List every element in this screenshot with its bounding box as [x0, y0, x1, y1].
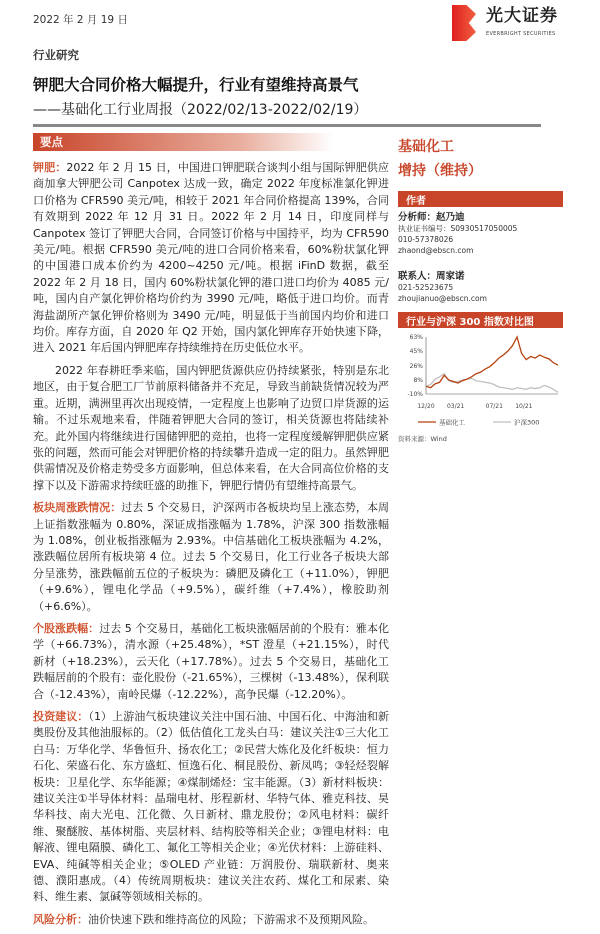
section-label: 个股涨跌幅：	[33, 621, 100, 635]
sidebar	[398, 135, 563, 443]
report-title: 钾肥大合同价格大幅提升，行业有望维持高景气	[33, 76, 359, 94]
section-label: 风险分析：	[33, 912, 88, 926]
y-tick-label: -10%	[407, 391, 423, 398]
key-points-banner: 要点	[33, 133, 333, 151]
contact-phone: 021-52523675	[398, 283, 454, 292]
risk-paragraph	[33, 912, 389, 928]
chart-title: 行业与沪深 300 指数对比图	[398, 312, 563, 328]
outlook-paragraph: 2022 年春耕旺季来临，国内钾肥货源供应仍持续紧张，特别是东北地区，由于复合肥工厂节前原料储备并不充足，导致当前缺货情况较为严重。近期，满洲里再次出现疫情，一定程度上也影响了边贸口岸货源的运输。不过乐观地来看，伴随着钾肥大合同的签订，相关货源也将陆续补充。此外国内将继续进行国储钾肥的竞拍，也将一定程度缓解钾肥供应紧张的问题，然而可能会对钾肥价格的持续攀升造成一定的阻力。虽然钾肥供需情况及价格走势受多方面影响，但总体来看，在大合同高位价格的支撑下以及下游需求持续旺盛的助推下，钾肥行情仍有望维持高景气。	[33, 363, 389, 492]
y-tick-label: 26%	[409, 362, 423, 370]
paragraph-text: （1）上游油气板块建议关注中国石油、中国石化、中海油和新奥股份及其他油服标的。（2）低估值化工龙头白马：建议关注①三大化工白马：万华化学、华鲁恒升、扬农化工；②民营大炼化及化纤板块：恒力石化、荣盛石化、东方盛虹、恒逸石化、桐昆股份、新凤鸣；③轻烃裂解板块：卫星化学、东华能源；④煤制烯烃：宝丰能源。（3）新材料板块：建议关注①半导体材料：晶瑞电材、彤程新材、华特气体、雅克科技、昊华科技、南大光电、江化微、久日新材、鼎龙股份；②风电材料：碳纤维、聚醚胺、基体树脂、夹层材料、结构胶等相关企业；③锂电材料：电解液、锂电隔膜、磷化工、氟化工等相关企业；④光伏材料：上游硅料、EVA、纯碱等相关企业；⑤OLED 产业链：万润股份、瑞联新材、奥来德、濮阳惠成。（4）传统周期板块：建议关注农药、煤化工和尿素、染料、维生素、氯碱等领域相关标的。	[33, 710, 389, 904]
analyst-phone: 010-57378026	[398, 235, 454, 244]
x-tick-label: 07/21	[485, 403, 503, 410]
main-content	[33, 160, 389, 934]
potash-paragraph	[33, 160, 389, 357]
paragraph-text: 过去 5 个交易日，基础化工板块涨幅居前的个股有：雅本化学（+66.73%），清水源（+25.48%），*ST 澄星（+21.15%），时代新材（+18.23%），云天化（+17.78%）。过去 5 个交易日，基础化工跌幅居前的个股有：壶化股份（-21.65%），三棵树（-13.48%），保利联合（-12.43%），南岭民爆（-12.22%），高争民爆（-12.20%）。	[33, 621, 389, 701]
paragraph-text: 2022 年 2 月 15 日，中国进口钾肥联合谈判小组与国际钾肥供应商加拿大钾肥公司 Canpotex 达成一致，确定 2022 年度标准氯化钾进口价格为 CFR590 美元/吨，相较于 2021 年合同价格提高 139%，合同有效期到 2022 年 12 月 31 日。2022 年 2 月 14 日，印度同样与 Canpotex 签订了钾肥大合同，合同签订价格与中国持平，均为 CFR590 美元/吨。根据 CFR590 美元/吨的进口合同价格来看，60%粉状氯化钾的中国港口成本价约为 4200~4250 元/吨。根据 iFinD 数据，截至 2022 年 2 月 18 日，国内 60%粉状氯化钾的港口进口均价为 4085 元/吨，国内自产氯化钾价格均价约为 3990 元/吨，略低于进口均价。而青海盐湖所产氯化钾价格则为 3490 元/吨，明显低于当前国内均价和进口均价。库存方面，自 2020 年 Q2 开始，国内氯化钾库存开始快速下降，进入 2021 年后国内钾肥库存持续维持在历史低位水平。	[33, 161, 389, 355]
paragraph-text: 油价快速下跌和维持高位的风险；下游需求不及预期风险。	[88, 912, 374, 926]
series-line-基础化工	[426, 337, 558, 388]
chart-source: 资料来源：Wind	[398, 435, 447, 443]
comparison-chart	[398, 332, 563, 432]
divider	[33, 124, 541, 127]
report-category: 行业研究	[33, 48, 79, 62]
x-tick-label: 12/20	[417, 403, 435, 410]
section-label: 投资建议：	[33, 710, 89, 723]
everbright-logo	[452, 3, 570, 43]
logo-text: 光大证券	[486, 6, 558, 26]
rating: 增持（维持）	[398, 163, 482, 179]
authors-header: 作者	[398, 191, 563, 207]
paragraph-text: 过去 5 个交易日，沪深两市各板块均呈上涨态势，本周上证指数涨幅为 0.80%，深证成指涨幅为 1.78%，沪深 300 指数涨幅为 1.08%，创业板指涨幅为 2.93%。中信基础化工板块涨幅为 4.2%，涨跌幅位居所有板块第 4 位。过去 5 个交易日，化工行业各子板块大部分呈涨势，涨跌幅前五位的子板块为：磷肥及磷化工（+11.0%），钾肥（+9.6%），锂电化学品（+9.5%），碳纤维（+7.4%），橡胶助剂（+6.6%）。	[33, 501, 389, 613]
y-tick-label: 8%	[413, 376, 423, 384]
contact-email[interactable]: zhoujianuo@ebscn.com	[398, 294, 487, 303]
contact-name: 联系人：周家诺	[398, 271, 465, 282]
legend-label: 沪深300	[514, 418, 540, 427]
logo-subtext: EVERBRIGHT SECURITIES	[486, 31, 556, 37]
analyst-email[interactable]: zhaond@ebscn.com	[398, 246, 474, 255]
section-label: 钾肥：	[33, 161, 67, 174]
investment-advice-paragraph	[33, 709, 389, 906]
y-tick-label: 63%	[409, 334, 423, 341]
report-subtitle: ——基础化工行业周报（2022/02/13-2022/02/19）	[33, 102, 368, 118]
y-tick-label: 45%	[409, 348, 423, 356]
analyst-name: 分析师：赵乃迪	[398, 212, 465, 223]
sector-name: 基础化工	[398, 139, 454, 155]
logo-mark-icon	[452, 5, 476, 41]
x-tick-label: 10/21	[515, 403, 533, 410]
section-label: 板块周涨跌情况：	[33, 501, 122, 515]
stock-performance-paragraph	[33, 621, 389, 703]
x-tick-label: 03/21	[446, 403, 465, 410]
analyst-cert: 执业证书编号：S0930517050005	[398, 224, 518, 233]
legend-label: 基础化工	[439, 418, 465, 427]
sector-performance-paragraph	[33, 500, 389, 615]
report-date: 2022 年 2 月 19 日	[33, 14, 128, 26]
